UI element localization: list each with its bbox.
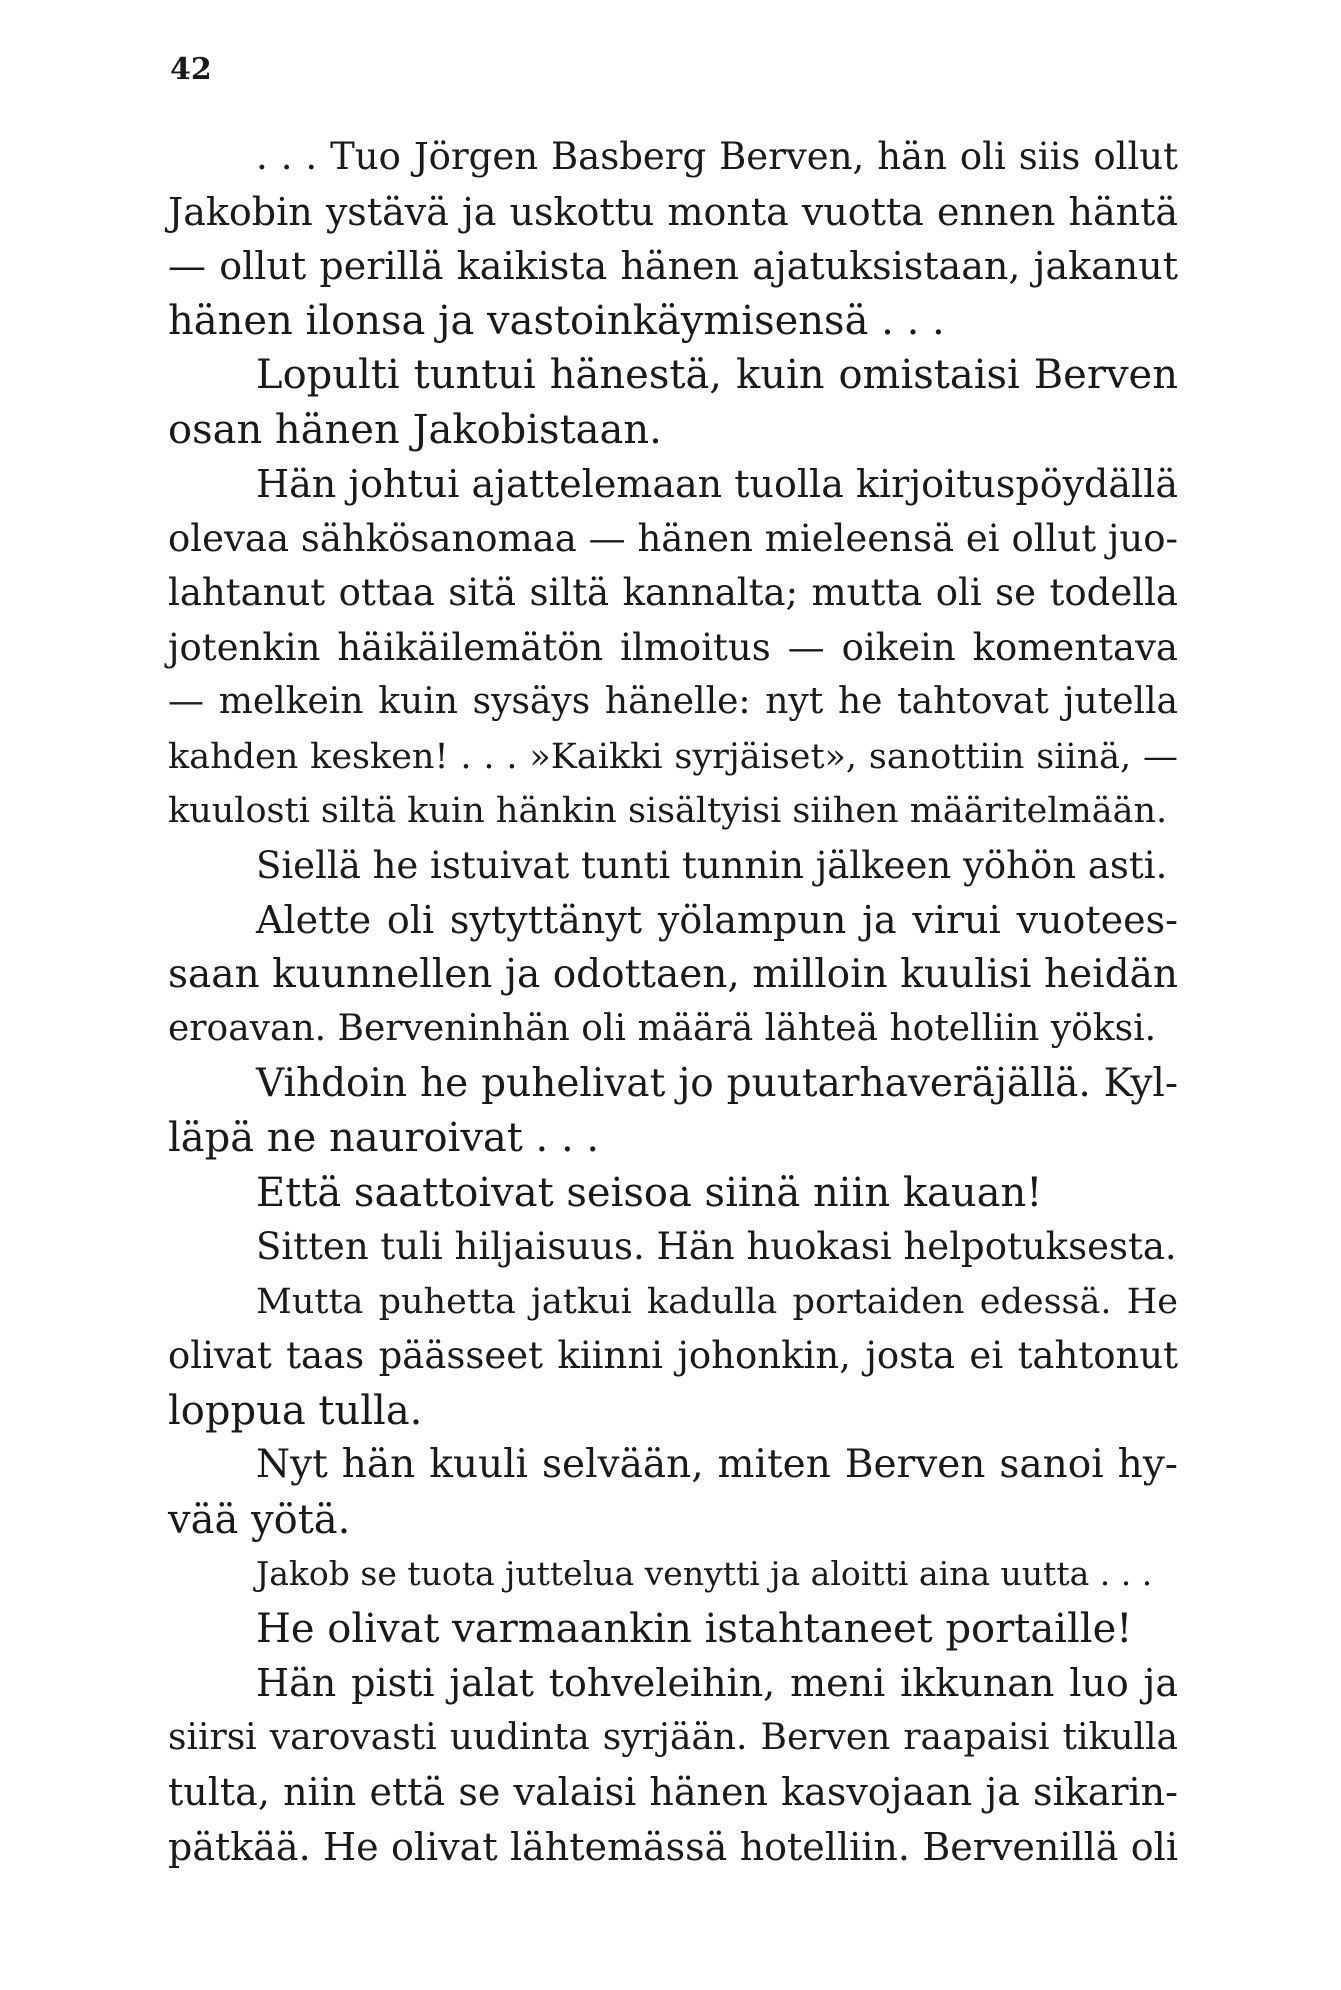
body-text [168, 130, 1178, 1874]
text-line: Lopulti tuntui hänestä, kuin omistaisi Berven [256, 352, 1178, 398]
text-line: . . . Tuo Jörgen Basberg Berven, hän oli siis ollut [256, 135, 1178, 178]
text-line: Hän pisti jalat tohveleihin, meni ikkunan luo ja [256, 1661, 1178, 1705]
text-line: He olivat varmaankin istahtaneet portaille! [256, 1605, 1133, 1652]
text-line: kuulosti siltä kuin hänkin sisältyisi siihen määritelmään. [168, 791, 1168, 831]
text-line: Vihdoin he puhelivat jo puutarhaveräjällä. Kyl- [256, 1060, 1178, 1106]
text-line: Sitten tuli hiljaisuus. Hän huokasi helpotuksesta. [256, 1225, 1177, 1268]
text-line: Alette oli sytyttänyt yölampun ja virui vuotees- [256, 898, 1178, 942]
page-number: 42 [170, 52, 212, 87]
text-line: eroavan. Berveninhän oli määrä lähteä hotelliin yöksi. [168, 1008, 1157, 1049]
text-line: lahtanut ottaa sitä siltä kannalta; mutta oli se todella [168, 571, 1178, 614]
text-line: kahden kesken! . . . »Kaikki syrjäiset», sanottiin siinä, — [168, 736, 1178, 777]
text-line: saan kuunnellen ja odottaen, milloin kuulisi heidän [168, 951, 1178, 997]
text-line: Mutta puhetta jatkui kadulla portaiden edessä. He [256, 1281, 1178, 1322]
text-line: pätkää. He olivat lähtemässä hotelliin. Bervenillä oli [168, 1824, 1178, 1869]
text-line: läpä ne nauroivat . . . [168, 1115, 600, 1161]
text-line: hänen ilonsa ja vastoinkäymisensä . . . [168, 297, 945, 344]
text-line: loppua tulla. [168, 1387, 423, 1434]
text-line: olivat taas päässeet kiinni johonkin, josta ei tahtonut [168, 1334, 1178, 1377]
text-line: Että saattoivat seisoa siinä niin kauan! [256, 1169, 1043, 1216]
text-line: Hän johtui ajattelemaan tuolla kirjoituspöydällä [256, 462, 1178, 506]
text-line: jotenkin häikäilemätön ilmoitus — oikein komentava [168, 625, 1178, 669]
text-line: — melkein kuin sysäys hänelle: nyt he tahtovat jutella [168, 681, 1178, 722]
text-line: Siellä he istuivat tunti tunnin jälkeen yöhön asti. [256, 843, 1168, 887]
text-line: Nyt hän kuuli selvään, miten Berven sanoi hy- [256, 1442, 1178, 1487]
text-line: tulta, niin että se valaisi hänen kasvojaan ja sikarin- [168, 1770, 1178, 1814]
text-line: Jakob se tuota juttelua venytti ja aloitti aina uutta . . . [256, 1554, 1153, 1593]
text-line: osan hänen Jakobistaan. [168, 406, 662, 453]
text-line: siirsi varovasti uudinta syrjään. Berven raapaisi tikulla [168, 1716, 1178, 1758]
text-line: — ollut perillä kaikista hänen ajatuksistaan, jakanut [168, 244, 1178, 288]
text-line: olevaa sähkösanomaa — hänen mieleensä ei ollut juo- [168, 516, 1178, 560]
text-line: vää yötä. [168, 1496, 351, 1543]
text-line: Jakobin ystävä ja uskottu monta vuotta ennen häntä [168, 189, 1178, 234]
